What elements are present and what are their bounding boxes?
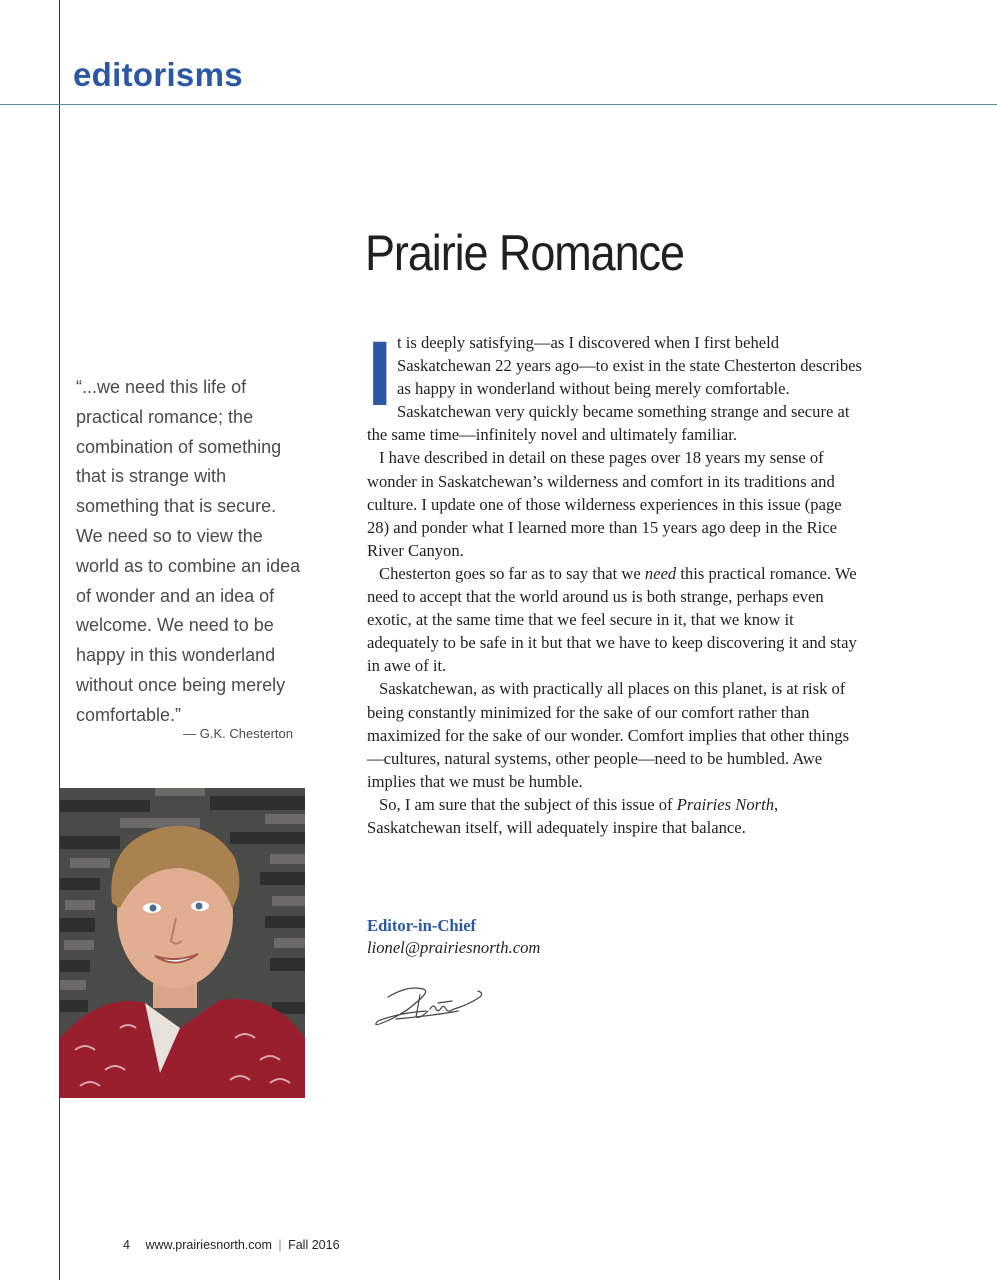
footer-separator: | — [278, 1238, 282, 1252]
page-number: 4 — [123, 1238, 130, 1252]
paragraph-text: So, I am sure that the subject of this issue of — [379, 794, 677, 814]
editor-portrait — [60, 788, 305, 1098]
paragraph — [367, 446, 864, 561]
paragraph-text: , Saskatchewan itself, will adequately inspire that balance. — [367, 794, 779, 837]
footer-url[interactable]: www.prairiesnorth.com — [145, 1238, 272, 1252]
paragraph — [367, 793, 864, 839]
quote-attribution: — G.K. Chesterton — [183, 726, 293, 741]
page-footer — [123, 1238, 340, 1252]
article-title: Prairie Romance — [365, 225, 684, 281]
paragraph — [367, 677, 864, 792]
editor-role: Editor-in-Chief — [367, 916, 477, 935]
paragraph — [367, 323, 864, 446]
section-heading: editorisms — [73, 56, 243, 93]
paragraph — [367, 562, 864, 677]
paragraph-text: I have described in detail on these pages over 18 years my sense of wonder in Saskatchewan’s wilderness and comfort in its traditions and culture. I update one of those wilderness experiences in this issue (page 28) and ponder what I learned more than 15 years ago deep in the Rice River Canyon. — [367, 448, 842, 560]
drop-cap: I — [367, 323, 393, 425]
editor-email[interactable]: lionel@prairiesnorth.com — [367, 938, 541, 957]
issue-label: Fall 2016 — [288, 1238, 340, 1252]
magazine-title: Prairies North — [676, 794, 774, 814]
paragraph-text: Chesterton goes so far as to say that we — [379, 563, 645, 583]
article-body — [367, 323, 864, 839]
header-rule — [0, 104, 997, 105]
paragraph-text: t is deeply satisfying—as I discovered when I first beheld Saskatchewan 22 years ago—to exist in the state Chesterton describes as happy in wonderland without being merely comfortable. Saskatchewan very quickly became something strange and secure at the same time—infinitely novel and ultimately familiar. — [367, 333, 862, 445]
signature — [368, 975, 498, 1035]
pull-quote: “...we need this life of practical romance; the combination of something that is strange with something that is secure. We need so to view the world as to combine an idea of wonder and an idea of welcome. We need to be happy in this wonderland without once being merely comfortable.” — [76, 377, 301, 725]
emphasis: need — [644, 563, 677, 583]
paragraph-text: Saskatchewan, as with practically all places on this planet, is at risk of being constantly minimized for the sake of our comfort rather than maximized for the sake of our wonder. Comfort implies that other things—cultures, natural systems, other people—need to be humbled. Awe implies that we must be humble. — [367, 679, 850, 791]
paragraph-text: this practical romance. We need to accept that the world around us is both strange, perhaps even exotic, at the same time that we feel secure in it, that we know it adequately to be safe in it but that we have to keep discovering it and stay in awe of it. — [367, 563, 857, 676]
